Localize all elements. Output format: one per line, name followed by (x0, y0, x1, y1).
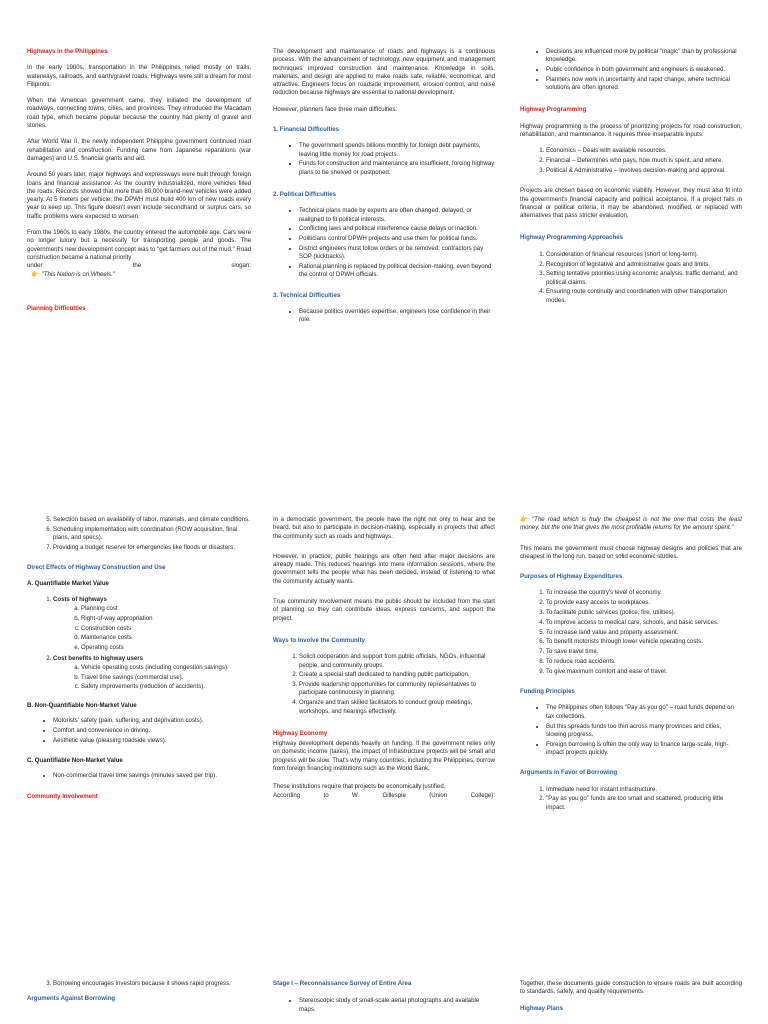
numbered-list (273, 653, 495, 716)
page1-column-1 (27, 0, 251, 500)
subheading: Ways to Involve the Community (273, 636, 365, 644)
bullet-list (273, 308, 495, 325)
list-item: 1. Economics – Deals with available resources. (546, 147, 742, 155)
paragraph: Together, these documents guide construction to ensure roads are built according to standards, safety, and quality requirements. (520, 980, 742, 996)
word: According (273, 791, 301, 799)
paragraph: After World War II, the newly independent Philippine government continued road rehabilitation and construction. Funding came from Japanese reparations (war damages) and U.S. financial grants and aid. (27, 138, 251, 162)
list-item: • Non-commercial travel time savings (minutes saved per trip). (53, 772, 251, 780)
list-item: c. Safety improvements (reduction of accidents). (81, 683, 251, 691)
page3-column-3 (520, 970, 742, 1024)
paragraph: However, in practice, public hearings are often held after major decisions are already made. This reduces hearings into mere information sessions, where the government tells the people what has been decided, instead of listening to what the community actually wants. (273, 552, 495, 585)
word: slogan: (231, 262, 251, 270)
page2-column-2 (273, 500, 495, 970)
page2-column-1 (27, 500, 251, 970)
paragraph: However, planners face three main difficulties: (273, 105, 398, 113)
list-item: 5. To increase land value and property assessment. (546, 629, 742, 637)
list-item: b. Right-of-way appropriation (81, 615, 251, 623)
list-item: • Public confidence in both government and engineers is weakened. (546, 66, 742, 74)
numbered-list (27, 596, 251, 692)
slogan-line (27, 262, 251, 270)
word: the (132, 262, 142, 270)
list-item: • Foreign borrowing is often the only way to finance large-scale, high-impact projects quickly. (546, 741, 742, 758)
paragraph: Projects are chosen based on economic viability. However, they must also fit into the government's financial capacity and political acceptance. If a project fails in financial or political criteria, it may be abandoned, modified, or replaced with alternatives that pass stricter evaluation. (520, 187, 742, 220)
list-item: c. Construction costs (81, 625, 251, 633)
bullet-list (27, 717, 251, 745)
lettered-list (53, 605, 251, 652)
list-item: • Planners now work in uncertainty and rapid change, where technical solutions are often ignored. (546, 76, 742, 93)
list-item: 6. Scheduling implementation with coordination (ROW acquisition, final plans, and specs). (53, 526, 251, 543)
paragraph: These institutions require that projects be economically justified. (273, 783, 446, 791)
subheading: A. Quantifiable Market Value (27, 580, 109, 588)
page3-column-2 (273, 970, 495, 1024)
word: under (27, 262, 43, 270)
slogan-text: "This Nation is on Wheels." (41, 270, 116, 278)
section-heading: Planning Difficulties (27, 304, 86, 312)
document-page-3 (0, 970, 768, 1024)
list-item: 2. To provide easy access to workplaces. (546, 599, 742, 607)
list-item: 4. Ensuring route continuity and coordination with other transportation modes. (546, 288, 742, 305)
list-item: 1. Immediate need for instant infrastructure. (546, 786, 742, 794)
word: W. (351, 791, 360, 799)
bullet-list (520, 704, 742, 757)
list-item: 3. Setting tentative priorities using economic analysis, traffic demand, and political claims. (546, 270, 742, 287)
list-item: a. Planning cost (81, 605, 251, 613)
numbered-list (520, 786, 742, 812)
subheading: 1. Financial Difficulties (273, 126, 340, 134)
paragraph: True community involvement means the public should be included from the start of planning so they can contribute ideas, express concerns, and support the project. (273, 598, 495, 622)
list-item: • Because politics overrides expertise, engineers lose confidence in their role. (299, 308, 495, 325)
list-item: • The Philippines often follows "Pay as you go" – road funds depend on tax collections. (546, 704, 742, 721)
list-item: • Stereoscopic study of small-scale aerial photographs and available maps. (299, 997, 495, 1014)
subheading: B. Non-Quantifiable Non-Market Value (27, 701, 137, 709)
list-item: • But this spreads funds too thin across many provinces and cities, slowing progress. (546, 723, 742, 740)
list-item: 2. Create a special staff dedicated to handling public participation. (299, 671, 495, 679)
slogan (31, 271, 251, 279)
list-item (53, 596, 251, 653)
subheading: Stage I – Reconnaissance Survey of Entire Area (273, 980, 412, 987)
section-heading: Highway Economy (273, 729, 328, 737)
numbered-list (27, 516, 251, 552)
list-item: • Motorists' safety (pain, suffering, and deprivation costs). (53, 717, 251, 725)
subheading: C. Quantifiable Non-Market Value (27, 756, 123, 764)
quote-text: "The road which is truly the cheapest is not the one that costs the least money, but the one that gives the most profitable returns for the amount spent." (520, 516, 742, 532)
list-item: • Politicians control DPWH projects and use them for political funds. (299, 235, 495, 243)
paragraph: Highway programming is the process of prioritizing projects for road construction, rehabilitation, and maintenance. It requires three inseparable inputs: (520, 122, 742, 139)
list-item (53, 655, 251, 692)
list-item: 7. To save travel time. (546, 648, 742, 656)
subheading: Highway Programming Approaches (520, 234, 624, 242)
section-heading: Highways in the Philippines (27, 48, 108, 55)
subheading: Purposes of Highway Expenditures (520, 573, 623, 581)
bullet-list (520, 48, 742, 92)
list-item: 3. Borrowing encourages investors because it shows rapid progress. (53, 980, 251, 988)
list-item: • Decisions are influenced more by political "magic" than by professional knowledge. (546, 48, 742, 65)
list-item: • Aesthetic value (pleasing roadside views). (53, 737, 251, 745)
page2-column-3 (520, 500, 742, 970)
subheading: Highway Plans (520, 1004, 564, 1012)
list-item: 3. Political & Administrative – Involves decision-making and approval. (546, 167, 742, 175)
paragraph: In the early 1900s, transportation in the Philippines relied mostly on trails, waterways, railroads, and earth/gravel roads. Highways were still a dream for most Filipinos. (27, 64, 251, 88)
list-item-label: Costs of highways (53, 595, 107, 603)
bullet-list (273, 142, 495, 177)
numbered-list (520, 589, 742, 676)
document-page-2 (0, 500, 768, 970)
paragraph: In a democratic government, the people have the right not only to hear and be heard, but also to participate in decision-making, especially in projects that affect the community such as roads and highways. (273, 516, 495, 540)
word: (Union (429, 791, 448, 799)
list-item: d. Maintenance costs (81, 634, 251, 642)
bullet-list (27, 772, 251, 780)
list-item: 1. Solicit cooperation and support from public officials, NGOs, influential people, and community groups. (299, 653, 495, 670)
document-page-1 (0, 0, 768, 500)
list-item: 2. Recognition of legislative and administrative goals and limits. (546, 261, 742, 269)
list-item: 4. To improve access to medical care, schools, and basic services. (546, 619, 742, 627)
pointing-hand-icon: 👉 (520, 516, 529, 523)
bullet-list (273, 207, 495, 279)
list-item: • The government spends billions monthly for foreign debt payments, leaving little money for road projects. (299, 142, 495, 159)
list-item: • Funds for construction and maintenance are insufficient, forcing highway plans to be shelved or postponed. (299, 160, 495, 177)
list-item: • Comfort and convenience in driving. (53, 727, 251, 735)
attribution-line (273, 792, 495, 800)
subheading: Arguments in Favor of Borrowing (520, 769, 618, 777)
numbered-list (520, 251, 742, 305)
list-item: 4. Organize and train skilled facilitators to conduct group meetings, workshops, and hearings effectively. (299, 699, 495, 716)
list-item-label: Cost benefits to highway users (53, 654, 144, 662)
list-item: a. Vehicle operating costs (including congestion savings). (81, 664, 251, 672)
subheading: Funding Principles (520, 688, 575, 696)
bullet-list (273, 997, 495, 1014)
paragraph: From the 1960s to early 1980s, the country entered the automobile age. Cars were no longer luxury but a necessity for transporting people and goods. The government's new development concept was to "get farmers out of the mud." Road construction became a national priority (27, 229, 251, 261)
page1-column-2 (273, 0, 495, 500)
list-item: 8. To reduce road accidents. (546, 658, 742, 666)
section-heading: Community Involvement (27, 792, 98, 800)
list-item: 2. Financial – Determines who pays, how much is spent, and where. (546, 157, 742, 165)
list-item: 6. To benefit motorists through lower vehicle operating costs. (546, 638, 742, 646)
subheading: 2. Political Difficulties (273, 191, 336, 199)
list-item: • Conflicting laws and political interference cause delays or inaction. (299, 225, 495, 233)
paragraph: Around 50 years later, major highways and expressways were built through foreign loans and financial assistance. As the country industrialized, more vehicles filled the roads. Records showed that more than 80,000 brand-new vehicles were added yearly. At 5 meters per vehicle, the DPWH must build 400 km of new roads every year to keep up. This figure doesn't even include secondhand or surplus cars, so traffic problems were expected to worsen. (27, 171, 251, 220)
list-item: e. Operating costs (81, 644, 251, 652)
quote (520, 516, 742, 533)
list-item: 2. "Pay as you go" funds are too small and scattered, producing little impact. (546, 795, 742, 812)
list-item: • Technical plans made by experts are often changed, delayed, or realigned to fit political interests. (299, 207, 495, 224)
list-item: • Rational planning is replaced by political decision-making, even beyond the control of DPWH officials. (299, 263, 495, 280)
list-item: 7. Providing a budget reserve for emergencies like floods or disasters. (53, 544, 251, 552)
paragraph: Highway development depends heavily on funding. If the government relies only on domestic income (taxes), the impact of infrastructure projects will be small and progress will be slow. That's why many countries, including the Philippines, borrow from foreign financing institutions such as the World Bank. (273, 740, 495, 773)
list-item: 3. Provide leadership opportunities for community representatives to participate continuously in planning. (299, 681, 495, 698)
word: to (323, 791, 329, 799)
paragraph: This means the government must choose highway designs and policies that are cheapest in the long run, based on solid economic studies. (520, 544, 742, 560)
paragraph: The development and maintenance of roads and highways is a continuous process. With the advancement of technology, new equipment and management techniques improved construction and maintenance. Knowledge in soils, materials, and design are applied to make roads safe, reliable, economical, and attractive. Engineers focus on roadside improvement, erosion control, and noise reduction because highways are essential to national development. (273, 48, 495, 97)
section-heading: Highway Programming (520, 106, 587, 114)
list-item: 5. Selection based on availability of labor, materials, and climate conditions. (53, 516, 251, 524)
list-item: 3. To facilitate public services (police, fire, utilities). (546, 609, 742, 617)
list-item: 1. Consideration of financial resources (short or long-term). (546, 251, 742, 259)
page1-column-3 (520, 0, 742, 500)
subheading: 3. Technical Difficulties (273, 291, 341, 299)
numbered-list (27, 980, 251, 988)
pointing-hand-icon: 👉 (31, 270, 39, 278)
word: Gillespie (382, 791, 406, 799)
list-item: 1. To increase the country's level of economy. (546, 589, 742, 597)
lettered-list (53, 664, 251, 692)
subheading: Direct Effects of Highway Construction and Use (27, 564, 166, 572)
list-item: • District engineers must follow orders or be removed; contractors pay SOP (kickbacks). (299, 245, 495, 262)
page3-column-1 (27, 970, 251, 1024)
list-item: b. Travel time savings (commercial use). (81, 674, 251, 682)
subheading: Arguments Against Borrowing (27, 995, 116, 1003)
list-item: 9. To give maximum comfort and ease of travel. (546, 668, 742, 676)
paragraph: When the American government came, they initiated the development of roadways, connecting towns, cities, and provinces. They introduced the Macadam road type, which became popular because the country had plenty of gravel and stones. (27, 97, 251, 130)
numbered-list (520, 147, 742, 175)
word: College): (470, 791, 495, 799)
